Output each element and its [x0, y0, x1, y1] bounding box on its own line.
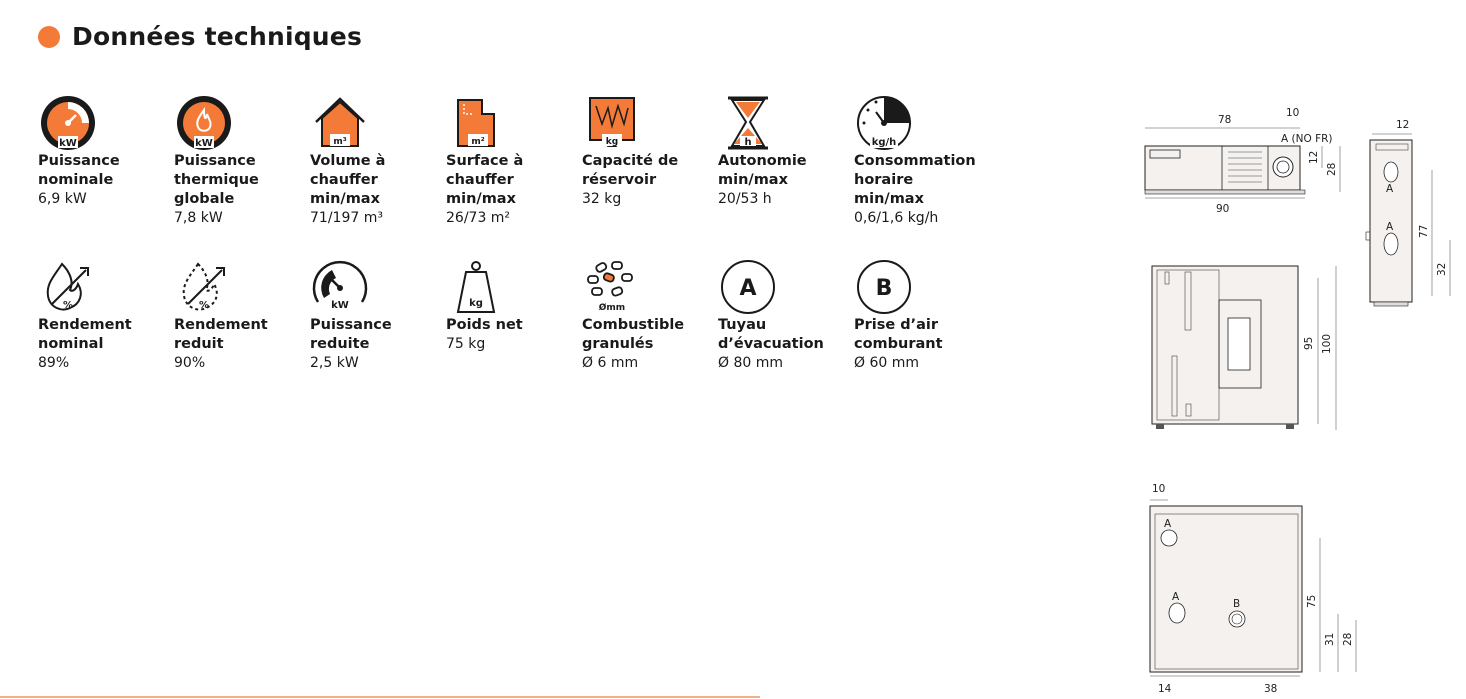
svg-text:A: A [1386, 183, 1394, 195]
spec-label: Rendement nominal [38, 317, 132, 352]
spec-value: Ø 80 mm [718, 355, 784, 371]
svg-text:B: B [1233, 598, 1241, 610]
spec-value: 2,5 kW [310, 355, 359, 371]
svg-text:38: 38 [1264, 683, 1278, 695]
spec-value: 6,9 kW [38, 191, 87, 207]
svg-text:A: A [1172, 591, 1180, 603]
svg-text:m³: m³ [333, 137, 347, 147]
svg-text:100: 100 [1321, 333, 1333, 354]
spec-value: 20/53 h [718, 191, 772, 207]
side-view-drawing [1366, 119, 1450, 306]
back-view-drawing [1150, 483, 1356, 695]
spec-label: Consommation horaire min/max [854, 153, 976, 207]
spec-label: Tuyau d’évacuation [718, 317, 824, 352]
spec-value: Ø 60 mm [854, 355, 920, 371]
spec-label: Puissance reduite [310, 317, 392, 352]
spec-label: Capacité de réservoir [582, 153, 679, 188]
svg-text:77: 77 [1418, 224, 1430, 238]
svg-text:12: 12 [1396, 119, 1410, 131]
svg-text:14: 14 [1158, 683, 1172, 695]
svg-text:Ømm: Ømm [598, 303, 626, 313]
svg-text:12: 12 [1308, 150, 1320, 164]
front-view-drawing [1152, 266, 1336, 430]
svg-text:kW: kW [331, 300, 349, 311]
svg-text:31: 31 [1324, 632, 1336, 646]
spec-value: Ø 6 mm [582, 355, 639, 371]
svg-text:32: 32 [1436, 262, 1448, 276]
spec-label: Puissance thermique globale [174, 153, 259, 207]
spec-label: Volume à chauffer min/max [310, 153, 386, 207]
top-view-drawing [1145, 107, 1340, 215]
spec-value: 90% [174, 355, 206, 371]
spec-label: Poids net [446, 317, 523, 333]
svg-text:m²: m² [471, 137, 485, 147]
bottom-accent-line [0, 696, 760, 698]
svg-text:A: A [1164, 518, 1172, 530]
spec-value: 71/197 m³ [310, 210, 383, 226]
svg-text:kW: kW [195, 138, 213, 149]
spec-value: 89% [38, 355, 70, 371]
svg-text:kg/h: kg/h [871, 137, 897, 148]
svg-text:h: h [744, 137, 752, 148]
svg-text:A: A [1386, 221, 1394, 233]
page-title: Données techniques [72, 22, 363, 51]
svg-text:10: 10 [1152, 483, 1166, 495]
spec-value: 7,8 kW [174, 210, 223, 226]
svg-text:%: % [198, 300, 210, 311]
svg-text:kg: kg [605, 137, 619, 147]
svg-text:%: % [62, 300, 74, 311]
svg-text:kg: kg [469, 298, 483, 309]
svg-text:B: B [875, 276, 893, 301]
spec-label: Puissance nominale [38, 153, 120, 188]
svg-text:10: 10 [1286, 107, 1300, 119]
svg-text:90: 90 [1216, 203, 1230, 215]
spec-value: 32 kg [582, 191, 622, 207]
svg-text:78: 78 [1218, 114, 1232, 126]
spec-label: Prise d’air comburant [854, 317, 943, 352]
spec-value: 75 kg [446, 336, 486, 352]
svg-text:95: 95 [1303, 336, 1315, 350]
svg-text:A: A [739, 276, 757, 301]
svg-text:75: 75 [1306, 594, 1318, 608]
svg-text:28: 28 [1342, 632, 1354, 646]
svg-text:kW: kW [59, 138, 77, 149]
spec-label: Autonomie min/max [718, 153, 807, 188]
spec-label: Rendement reduit [174, 317, 268, 352]
spec-value: 0,6/1,6 kg/h [854, 210, 939, 226]
spec-label: Surface à chauffer min/max [446, 153, 524, 207]
svg-text:A (NO FR): A (NO FR) [1281, 133, 1333, 145]
spec-value: 26/73 m² [446, 210, 511, 226]
spec-label: Combustible granulés [582, 317, 685, 352]
svg-text:28: 28 [1326, 162, 1338, 176]
